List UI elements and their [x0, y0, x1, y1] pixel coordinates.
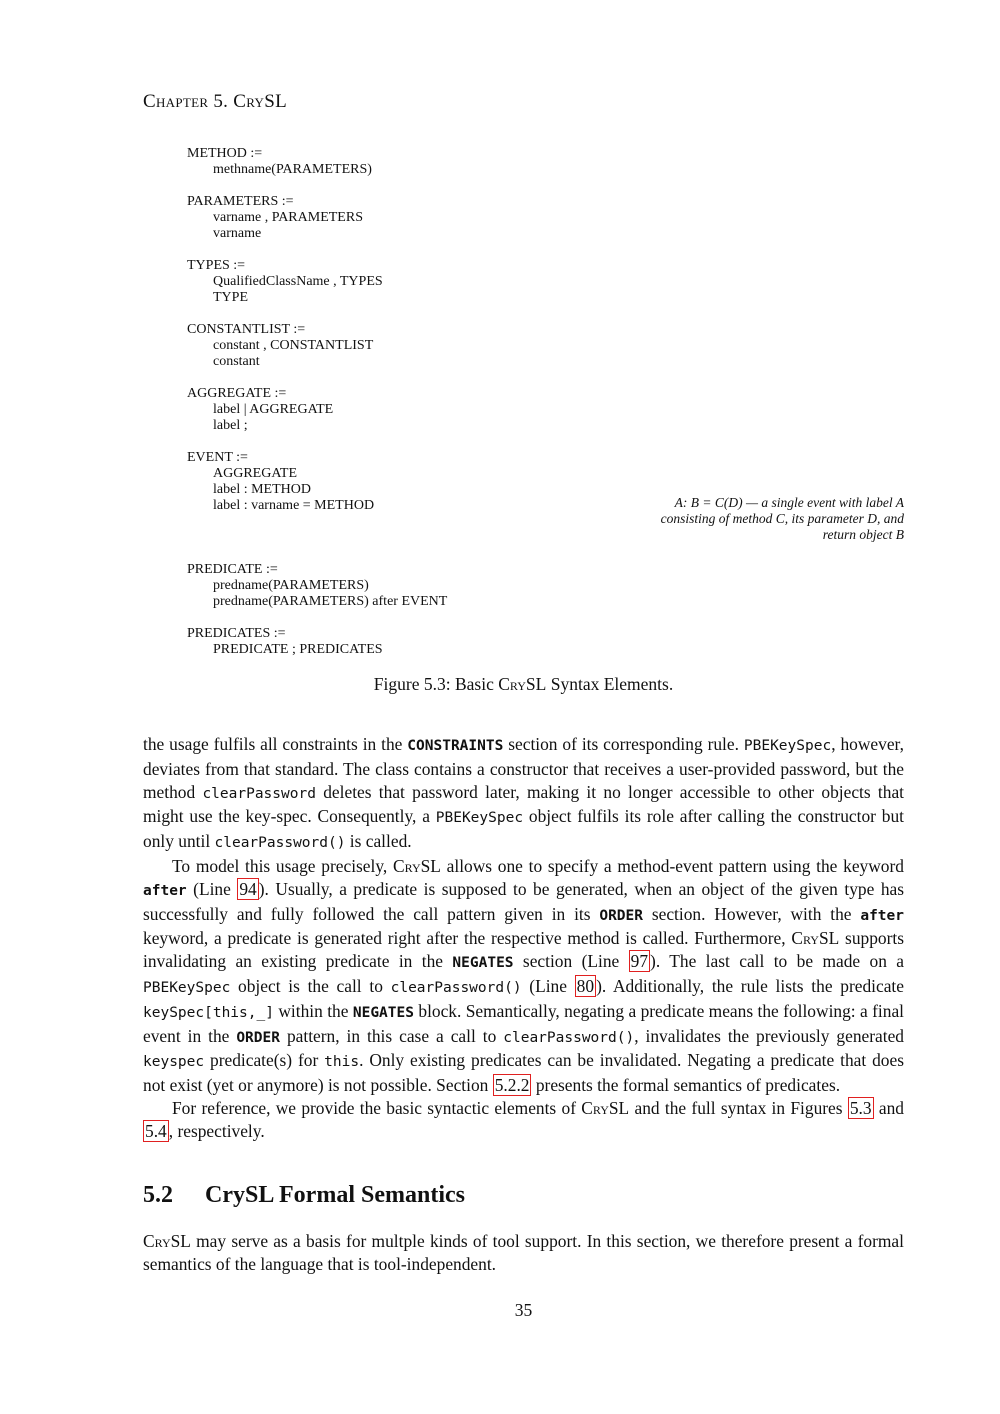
text-run: , invalidates the previously generated	[634, 1025, 904, 1046]
page-number: 35	[514, 1300, 533, 1320]
grammar-lhs: METHOD :=	[187, 146, 263, 161]
text-run: allows one to specify a method-event pattern using the keyword	[440, 855, 904, 876]
grammar-alternative: varname	[213, 226, 262, 241]
grammar-lhs: TYPES :=	[187, 258, 246, 273]
line-ref-97[interactable]: 97	[630, 951, 649, 972]
grammar-alternative: constant , CONSTANTLIST	[213, 338, 374, 353]
text-run: and	[873, 1097, 904, 1118]
grammar-alternative: label : varname = METHOD	[213, 498, 375, 513]
line-ref-94[interactable]: 94	[239, 878, 257, 899]
crysl-name: CrySL	[393, 855, 441, 876]
grammar-rule	[187, 322, 747, 370]
grammar-rule	[187, 146, 747, 178]
inline-code: NEGATES	[352, 1004, 414, 1021]
paragraph-1	[143, 733, 904, 855]
text-run: ). Additionally, the rule lists the predicate	[596, 975, 904, 996]
grammar-rule	[187, 258, 747, 306]
grammar-alternative: varname , PARAMETERS	[213, 210, 363, 225]
grammar-alternative: label ;	[213, 418, 248, 433]
grammar-lhs: EVENT :=	[187, 450, 248, 465]
text-run: presents the formal semantics of predicates.	[531, 1075, 841, 1096]
grammar-lhs: PREDICATE :=	[187, 562, 278, 577]
text-run: block. Semantically, negating a predicate means the following: a final event in the	[143, 1000, 905, 1046]
grammar-lhs: PREDICATES :=	[187, 626, 286, 641]
text-run: deletes that password later, making it no longer accessible to other objects that might use the key-spec. Consequently, a	[143, 781, 904, 827]
grammar-alternative: constant	[213, 354, 260, 369]
text-run: ). Usually, a predicate is supposed to be generated, when an object of the given type has successfully and fully followed the call pattern given in its	[143, 878, 905, 924]
text-run: predicate(s) for	[204, 1050, 325, 1071]
figure-caption	[143, 674, 904, 695]
crysl-name: CrySL	[581, 1097, 630, 1118]
inline-code: keySpec[this,_]	[143, 1004, 274, 1021]
grammar-alternative: QualifiedClassName , TYPES	[213, 274, 383, 289]
grammar-alternative: TYPE	[213, 290, 248, 305]
grammar-alternative: label : METHOD	[213, 482, 311, 497]
inline-code: clearPassword	[202, 785, 316, 802]
inline-code: clearPassword()	[390, 979, 522, 996]
section-number: 5.2	[143, 1182, 173, 1208]
inline-code: keyspec	[143, 1054, 205, 1071]
crysl-name: CrySL	[791, 928, 840, 949]
grammar-alternative: label | AGGREGATE	[213, 402, 334, 417]
grammar-alternative: predname(PARAMETERS) after EVENT	[213, 594, 448, 609]
text-run: and the full syntax in Figures	[629, 1097, 848, 1118]
inline-code: clearPassword()	[214, 835, 346, 852]
inline-code: PBEKeySpec	[143, 979, 231, 996]
caption-crysl: CrySL	[498, 674, 547, 694]
grammar-lhs: AGGREGATE :=	[187, 386, 287, 401]
caption-prefix: Figure 5.3: Basic	[373, 674, 499, 694]
crysl-name: CrySL	[143, 1231, 191, 1251]
event-annotation: A: B = C(D) — a single event with label A consisting of method C, its parameter D, and return object B	[660, 495, 904, 542]
text-run: section (Line	[513, 951, 629, 972]
paragraph-2	[143, 855, 904, 1097]
section-heading	[143, 1182, 465, 1209]
paragraph-3	[143, 1097, 904, 1143]
text-run: object fulfils its role after calling the constructor but only until	[143, 806, 904, 852]
text-run: . Only existing predicates can be invalidated. Negating a predicate that does not exist (yet or anymore) is not possible. Section	[143, 1050, 904, 1096]
text-run: section. However, with the	[643, 903, 861, 924]
text-run: pattern, in this case a call to	[279, 1025, 504, 1046]
inline-code: ORDER	[236, 1029, 280, 1046]
text-run: (Line	[521, 975, 575, 996]
text-run: section of its corresponding rule.	[503, 734, 744, 754]
caption-suffix: Syntax Elements.	[546, 674, 674, 694]
inline-code: after	[860, 907, 904, 924]
paragraph-4	[143, 1230, 904, 1276]
grammar-rule	[187, 626, 747, 658]
text-run: ). The last call to be made on a	[650, 951, 905, 972]
inline-code: clearPassword()	[503, 1029, 635, 1046]
text-run: within the	[273, 1000, 353, 1021]
text-run: To model this usage precisely,	[172, 855, 393, 876]
body-text	[143, 733, 904, 1143]
text-run: object is the call to	[230, 975, 391, 996]
text-run: may serve as a basis for multple kinds of tool support. In this section, we therefore present a formal semantics of the language that is tool-independent.	[143, 1231, 904, 1274]
figure-ref-5-3[interactable]: 5.3	[849, 1097, 872, 1118]
grammar-rule	[187, 194, 747, 242]
running-header: Chapter 5. CrySL	[143, 91, 287, 112]
text-run: , however, deviates from that standard. The class contains a constructor that receives a user-provided password, but the method	[143, 734, 904, 802]
text-run: keyword, a predicate is generated right after the respective method is called. Furthermore,	[143, 928, 792, 949]
inline-code: PBEKeySpec	[743, 738, 832, 754]
text-run: , respectively.	[168, 1120, 265, 1141]
grammar-rule	[187, 386, 747, 434]
section-title: CrySL Formal Semantics	[205, 1182, 465, 1208]
grammar-lhs: PARAMETERS :=	[187, 194, 294, 209]
grammar-lhs: CONSTANTLIST :=	[187, 322, 306, 337]
inline-code: after	[143, 882, 187, 899]
grammar-alternative: PREDICATE ; PREDICATES	[213, 642, 383, 657]
section-ref-5-2-2[interactable]: 5.2.2	[494, 1075, 530, 1096]
text-run: For reference, we provide the basic syntactic elements of	[172, 1097, 582, 1118]
inline-code: CONSTRAINTS	[407, 738, 504, 754]
inline-code: PBEKeySpec	[435, 810, 524, 827]
text-run: is called.	[345, 831, 412, 852]
text-run: (Line	[186, 878, 238, 899]
grammar-alternative: methname(PARAMETERS)	[213, 162, 372, 177]
figure-ref-5-4[interactable]: 5.4	[145, 1120, 167, 1141]
inline-code: ORDER	[599, 907, 643, 924]
text-run: supports invalidating an existing predicate in the	[143, 928, 904, 972]
inline-code: this	[324, 1054, 360, 1071]
line-ref-80[interactable]: 80	[576, 975, 595, 996]
text-run: the usage fulfils all constraints in the	[143, 734, 408, 754]
figure-grammar	[187, 146, 747, 674]
grammar-alternative: predname(PARAMETERS)	[213, 578, 369, 593]
grammar-alternative: AGGREGATE	[213, 466, 297, 481]
inline-code: NEGATES	[452, 955, 514, 972]
grammar-rule	[187, 562, 747, 610]
